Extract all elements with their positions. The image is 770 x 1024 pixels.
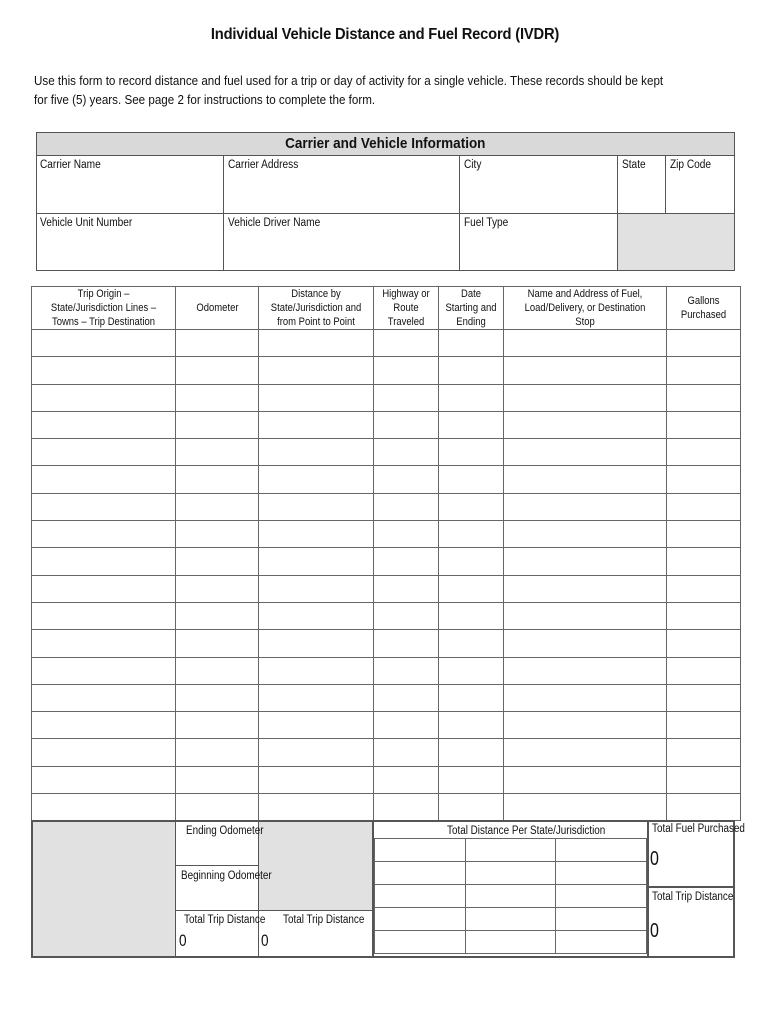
- trip-log-cell[interactable]: [176, 548, 259, 575]
- column-header-stop-address: Name and Address of Fuel, Load/Delivery, or Destination Stop: [504, 287, 667, 330]
- trip-log-cell[interactable]: [32, 439, 176, 466]
- trip-log-cell[interactable]: [667, 657, 741, 684]
- column-header-gallons: Gallons Purchased: [667, 287, 741, 330]
- distance-grid-cell[interactable]: [375, 862, 466, 885]
- trip-log-cell[interactable]: [32, 684, 176, 711]
- trip-log-cell[interactable]: [176, 794, 259, 821]
- distance-grid-cell[interactable]: [375, 885, 466, 908]
- trip-log-row: [32, 766, 741, 793]
- trip-log-cell[interactable]: [259, 357, 374, 384]
- distance-grid-cell[interactable]: [556, 839, 647, 862]
- trip-log-cell[interactable]: [439, 602, 504, 629]
- distance-grid-row: [375, 931, 647, 954]
- total-fuel-purchased-label: Total Fuel Purchased: [652, 823, 745, 835]
- trip-log-cell[interactable]: [259, 439, 374, 466]
- trip-log-cell[interactable]: [374, 712, 439, 739]
- trip-log-cell[interactable]: [374, 630, 439, 657]
- trip-log-cell[interactable]: [32, 493, 176, 520]
- trip-log-cell[interactable]: [374, 575, 439, 602]
- trip-log-cell[interactable]: [667, 602, 741, 629]
- trip-log-cell[interactable]: [667, 357, 741, 384]
- total-trip-distance-label: Total Trip Distance: [184, 914, 266, 926]
- distance-grid-row: [375, 885, 647, 908]
- trip-log-cell[interactable]: [504, 602, 667, 629]
- trip-log-cell[interactable]: [439, 575, 504, 602]
- ending-odometer-field[interactable]: Ending Odometer: [186, 825, 264, 837]
- trip-log-cell[interactable]: [439, 411, 504, 438]
- distance-grid-cell[interactable]: [465, 862, 556, 885]
- trip-log-cell[interactable]: [667, 521, 741, 548]
- state-field[interactable]: State: [622, 159, 646, 171]
- trip-log-cell[interactable]: [32, 766, 176, 793]
- trip-log-cell[interactable]: [439, 630, 504, 657]
- trip-log-cell[interactable]: [439, 330, 504, 357]
- trip-log-cell[interactable]: [176, 630, 259, 657]
- trip-log-cell[interactable]: [176, 493, 259, 520]
- trip-log-cell[interactable]: [667, 384, 741, 411]
- trip-log-cell[interactable]: [504, 466, 667, 493]
- trip-log-cell[interactable]: [32, 794, 176, 821]
- trip-log-cell[interactable]: [259, 521, 374, 548]
- trip-log-cell[interactable]: [259, 548, 374, 575]
- trip-log-cell[interactable]: [32, 384, 176, 411]
- trip-log-cell[interactable]: [504, 766, 667, 793]
- trip-log-row: [32, 384, 741, 411]
- trip-log-cell[interactable]: [504, 357, 667, 384]
- grey-filler-cell: [617, 213, 734, 270]
- trip-log-row: [32, 548, 741, 575]
- vehicle-driver-name-field[interactable]: Vehicle Driver Name: [228, 217, 321, 229]
- trip-log-cell[interactable]: [32, 575, 176, 602]
- trip-log-cell[interactable]: [176, 439, 259, 466]
- section-border: [36, 270, 735, 271]
- distance-grid-cell[interactable]: [375, 839, 466, 862]
- form-title: Individual Vehicle Distance and Fuel Record (IVDR): [210, 26, 560, 43]
- trip-log-cell[interactable]: [667, 493, 741, 520]
- trip-log-body: [32, 330, 741, 821]
- trip-log-cell[interactable]: [32, 330, 176, 357]
- trip-log-cell[interactable]: [667, 766, 741, 793]
- trip-log-cell[interactable]: [176, 466, 259, 493]
- distance-grid-cell[interactable]: [465, 885, 556, 908]
- trip-log-cell[interactable]: [374, 521, 439, 548]
- trip-log-cell[interactable]: [374, 357, 439, 384]
- trip-log-cell[interactable]: [504, 439, 667, 466]
- trip-log-cell[interactable]: [32, 739, 176, 766]
- column-header-trip-origin: Trip Origin – State/Jurisdiction Lines – Towns – Trip Destination: [32, 287, 176, 330]
- trip-log-cell[interactable]: [439, 739, 504, 766]
- fuel-type-field[interactable]: Fuel Type: [464, 217, 509, 229]
- trip-log-row: [32, 411, 741, 438]
- column-header-odometer: Odometer: [176, 287, 259, 330]
- totals-border: [647, 820, 649, 958]
- trip-log-cell[interactable]: [504, 739, 667, 766]
- trip-log-cell[interactable]: [32, 411, 176, 438]
- trip-log-cell[interactable]: [374, 548, 439, 575]
- column-header-date: Date Starting and Ending: [439, 287, 504, 330]
- trip-log-cell[interactable]: [667, 712, 741, 739]
- trip-log-cell[interactable]: [504, 384, 667, 411]
- trip-log-row: [32, 739, 741, 766]
- section-border: [36, 155, 735, 156]
- trip-log-cell[interactable]: [374, 794, 439, 821]
- vehicle-unit-number-field[interactable]: Vehicle Unit Number: [40, 217, 133, 229]
- trip-log-cell[interactable]: [259, 602, 374, 629]
- trip-log-cell[interactable]: [259, 466, 374, 493]
- trip-log-cell[interactable]: [32, 521, 176, 548]
- trip-log-cell[interactable]: [259, 330, 374, 357]
- trip-log-cell[interactable]: [259, 411, 374, 438]
- trip-log-cell[interactable]: [439, 712, 504, 739]
- section-border: [665, 155, 666, 213]
- trip-log-cell[interactable]: [259, 493, 374, 520]
- section-border: [36, 132, 37, 271]
- trip-log-cell[interactable]: [176, 712, 259, 739]
- distance-per-state-grid: [374, 838, 647, 954]
- trip-log-row: [32, 712, 741, 739]
- totals-border: [258, 822, 259, 957]
- trip-log-cell[interactable]: [259, 575, 374, 602]
- totals-border: [647, 886, 735, 888]
- carrier-address-field[interactable]: Carrier Address: [228, 159, 299, 171]
- trip-log-cell[interactable]: [176, 575, 259, 602]
- trip-log-cell[interactable]: [374, 493, 439, 520]
- trip-log-row: [32, 684, 741, 711]
- trip-log-cell[interactable]: [176, 766, 259, 793]
- trip-log-cell[interactable]: [439, 384, 504, 411]
- trip-log-cell[interactable]: [439, 357, 504, 384]
- trip-log-cell[interactable]: [439, 548, 504, 575]
- trip-log-cell[interactable]: [259, 384, 374, 411]
- distance-grid-cell[interactable]: [375, 931, 466, 954]
- trip-log-cell[interactable]: [504, 575, 667, 602]
- trip-log-row: [32, 657, 741, 684]
- total-trip-distance-label: Total Trip Distance: [652, 891, 734, 903]
- totals-border: [176, 910, 373, 911]
- trip-log-cell[interactable]: [504, 630, 667, 657]
- trip-log-row: [32, 794, 741, 821]
- trip-log-cell[interactable]: [259, 657, 374, 684]
- trip-log-cell[interactable]: [439, 521, 504, 548]
- totals-border: [175, 822, 176, 957]
- trip-log-row: [32, 521, 741, 548]
- trip-log-cell[interactable]: [667, 684, 741, 711]
- trip-log-cell[interactable]: [259, 739, 374, 766]
- total-trip-distance-value[interactable]: 0: [179, 931, 187, 950]
- trip-log-cell[interactable]: [176, 739, 259, 766]
- trip-log-row: [32, 357, 741, 384]
- trip-log-cell[interactable]: [374, 657, 439, 684]
- trip-log-cell[interactable]: [439, 794, 504, 821]
- city-field[interactable]: City: [464, 159, 482, 171]
- trip-log-cell[interactable]: [374, 384, 439, 411]
- trip-log-cell[interactable]: [504, 712, 667, 739]
- total-trip-distance-value[interactable]: 0: [650, 920, 659, 942]
- trip-log-row: [32, 602, 741, 629]
- distance-grid-cell[interactable]: [465, 931, 556, 954]
- distance-grid-cell[interactable]: [556, 862, 647, 885]
- distance-grid-cell[interactable]: [375, 908, 466, 931]
- trip-log-cell[interactable]: [176, 411, 259, 438]
- trip-log-cell[interactable]: [259, 712, 374, 739]
- section-border: [36, 213, 735, 214]
- trip-log-cell[interactable]: [504, 657, 667, 684]
- distance-grid-cell[interactable]: [465, 908, 556, 931]
- trip-log-cell[interactable]: [667, 575, 741, 602]
- trip-log-cell[interactable]: [504, 684, 667, 711]
- distance-grid-cell[interactable]: [465, 839, 556, 862]
- trip-log-cell[interactable]: [32, 466, 176, 493]
- trip-log-cell[interactable]: [374, 739, 439, 766]
- section-border: [223, 155, 224, 271]
- trip-log-cell[interactable]: [504, 330, 667, 357]
- trip-log-cell[interactable]: [439, 657, 504, 684]
- trip-log-cell[interactable]: [439, 766, 504, 793]
- trip-log-cell[interactable]: [32, 357, 176, 384]
- distance-grid-cell[interactable]: [556, 931, 647, 954]
- trip-log-cell[interactable]: [176, 602, 259, 629]
- trip-log-cell[interactable]: [439, 493, 504, 520]
- trip-log-row: [32, 493, 741, 520]
- total-fuel-purchased-value[interactable]: 0: [650, 848, 659, 870]
- section-border: [617, 155, 618, 271]
- trip-log-cell[interactable]: [667, 794, 741, 821]
- column-header-highway: Highway or Route Traveled: [374, 287, 439, 330]
- trip-log-cell[interactable]: [176, 384, 259, 411]
- grey-filler-cell: [259, 822, 372, 910]
- trip-log-cell[interactable]: [439, 466, 504, 493]
- trip-log-cell[interactable]: [176, 330, 259, 357]
- trip-log-cell[interactable]: [504, 521, 667, 548]
- zip-code-field[interactable]: Zip Code: [670, 159, 712, 171]
- trip-log-cell[interactable]: [32, 657, 176, 684]
- column-header-distance: Distance by State/Jurisdiction and from Point to Point: [259, 287, 374, 330]
- trip-log-cell[interactable]: [374, 766, 439, 793]
- trip-log-cell[interactable]: [667, 466, 741, 493]
- trip-log-cell[interactable]: [176, 357, 259, 384]
- distance-grid-cell[interactable]: [556, 885, 647, 908]
- trip-log-row: [32, 439, 741, 466]
- trip-log-cell[interactable]: [176, 684, 259, 711]
- trip-log-cell[interactable]: [374, 330, 439, 357]
- trip-log-cell[interactable]: [667, 739, 741, 766]
- distance-grid-row: [375, 839, 647, 862]
- section-border: [459, 155, 460, 271]
- trip-log-cell[interactable]: [504, 794, 667, 821]
- totals-border: [733, 820, 735, 958]
- carrier-name-field[interactable]: Carrier Name: [40, 159, 101, 171]
- trip-log-row: [32, 330, 741, 357]
- trip-log-cell[interactable]: [667, 411, 741, 438]
- total-distance-per-state-label: Total Distance Per State/Jurisdiction: [447, 825, 606, 837]
- distance-grid-cell[interactable]: [556, 908, 647, 931]
- form-instructions: Use this form to record distance and fuel used for a trip or day of activity for a single vehicle. These records should be kept for five (5) years. See page 2 for instructions to complete the form.: [34, 74, 664, 107]
- trip-log-cell[interactable]: [259, 766, 374, 793]
- trip-log-cell[interactable]: [32, 712, 176, 739]
- trip-log-header-row: [32, 287, 741, 330]
- totals-border: [176, 865, 258, 866]
- trip-log-cell[interactable]: [259, 630, 374, 657]
- beginning-odometer-field[interactable]: Beginning Odometer: [181, 870, 272, 882]
- trip-log-row: [32, 630, 741, 657]
- totals-border: [31, 956, 735, 958]
- trip-log-row: [32, 466, 741, 493]
- trip-log-cell[interactable]: [374, 411, 439, 438]
- grey-filler-cell: [33, 822, 175, 956]
- trip-log-cell[interactable]: [504, 411, 667, 438]
- carrier-section-header: Carrier and Vehicle Information: [36, 133, 734, 155]
- trip-log-cell[interactable]: [32, 602, 176, 629]
- trip-log-cell[interactable]: [667, 330, 741, 357]
- trip-log-cell[interactable]: [667, 548, 741, 575]
- trip-log-cell[interactable]: [259, 684, 374, 711]
- trip-log-cell[interactable]: [439, 439, 504, 466]
- total-trip-distance-label: Total Trip Distance: [283, 914, 365, 926]
- trip-log-cell[interactable]: [504, 493, 667, 520]
- trip-log-cell[interactable]: [374, 439, 439, 466]
- trip-log-cell[interactable]: [32, 630, 176, 657]
- trip-log-cell[interactable]: [374, 684, 439, 711]
- trip-log-cell[interactable]: [176, 521, 259, 548]
- trip-log-table: [31, 286, 741, 821]
- trip-log-cell[interactable]: [374, 466, 439, 493]
- trip-log-cell[interactable]: [504, 548, 667, 575]
- trip-log-row: [32, 575, 741, 602]
- trip-log-cell[interactable]: [259, 794, 374, 821]
- trip-log-cell[interactable]: [374, 602, 439, 629]
- trip-log-cell[interactable]: [667, 630, 741, 657]
- trip-log-cell[interactable]: [439, 684, 504, 711]
- section-border: [734, 132, 735, 271]
- trip-log-cell[interactable]: [667, 439, 741, 466]
- distance-grid-row: [375, 862, 647, 885]
- trip-log-cell[interactable]: [176, 657, 259, 684]
- distance-grid-row: [375, 908, 647, 931]
- section-border: [36, 132, 735, 133]
- total-trip-distance-value[interactable]: 0: [261, 931, 269, 950]
- trip-log-cell[interactable]: [32, 548, 176, 575]
